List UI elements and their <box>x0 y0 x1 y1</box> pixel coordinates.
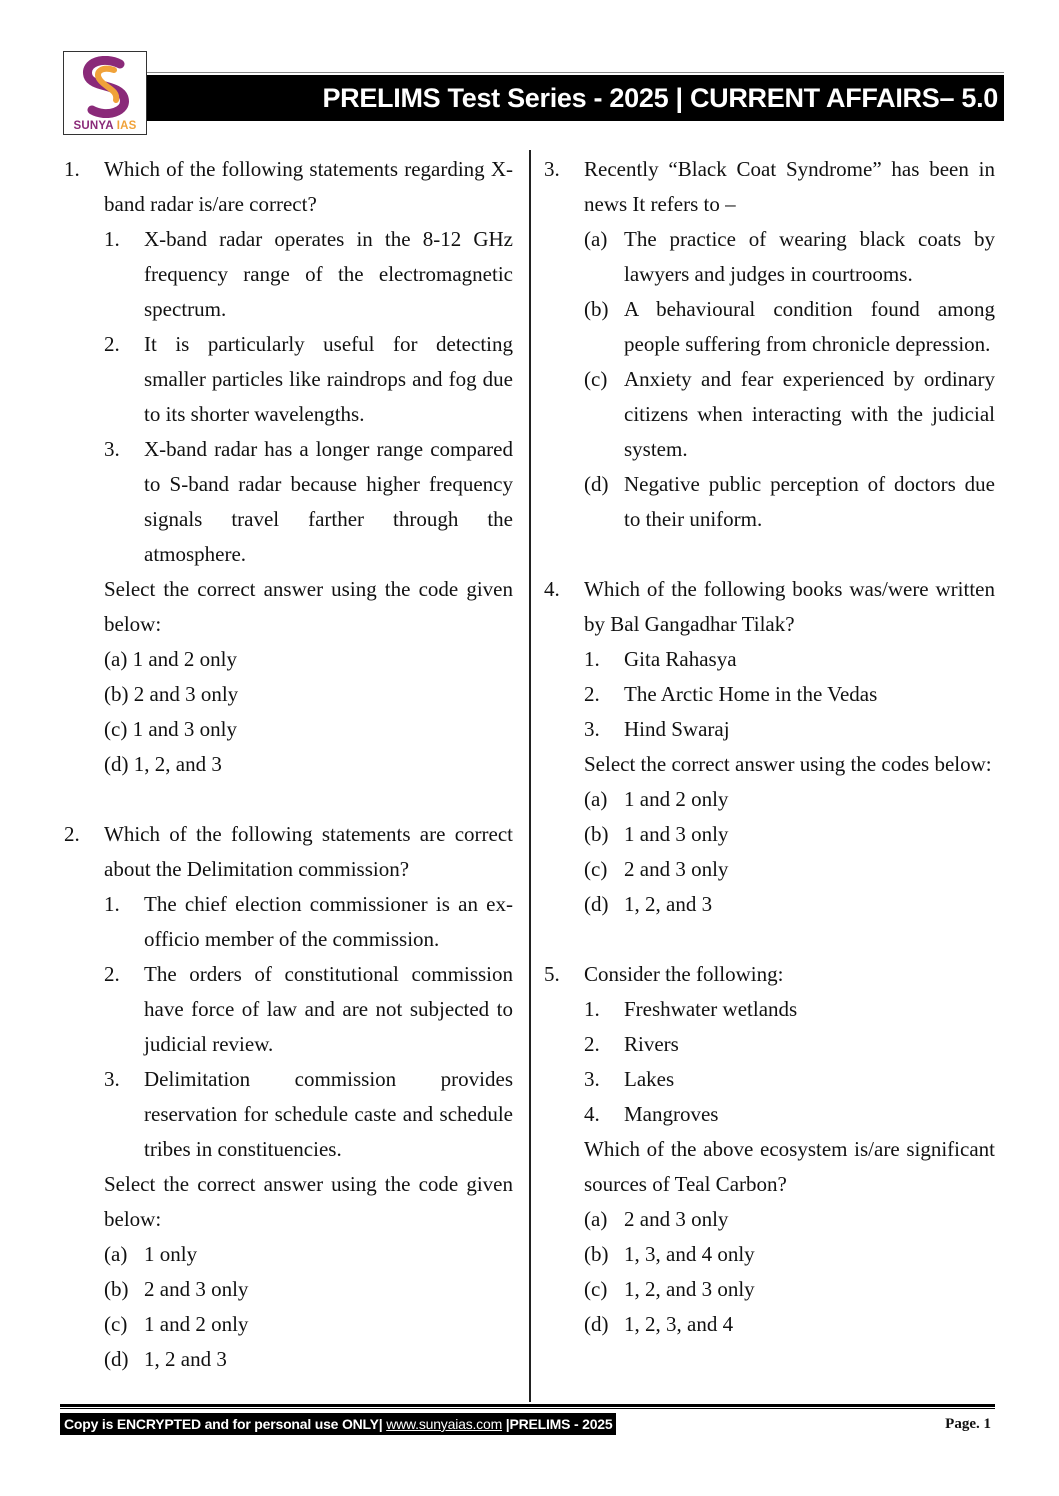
statement <box>104 432 513 572</box>
option-text: The practice of wearing black coats by lawyers and judges in courtrooms. <box>624 227 995 286</box>
option-text: 1 only <box>144 1242 198 1266</box>
statement-number: 1. <box>104 892 120 916</box>
option-text: 2 and 3 only <box>624 857 729 881</box>
question-text: Consider the following: <box>584 962 784 986</box>
statement <box>104 222 513 327</box>
option-a[interactable] <box>584 222 995 292</box>
option-a[interactable] <box>584 782 995 817</box>
option-d[interactable] <box>584 1307 995 1342</box>
left-column <box>64 152 513 1377</box>
statement-text: Rivers <box>624 1032 679 1056</box>
option-c[interactable] <box>584 1272 995 1307</box>
option-text: A behavioural condition found among people suffering from chronicle depression. <box>624 297 995 356</box>
statement-number: 3. <box>584 717 600 741</box>
option-text: 1 and 3 only <box>624 822 729 846</box>
option-text: 1 and 2 only <box>132 647 237 671</box>
question-number: 4. <box>544 577 560 601</box>
logo-brand-secondary: IAS <box>116 120 137 132</box>
option-b[interactable] <box>584 1237 995 1272</box>
option-text: 1 and 2 only <box>144 1312 249 1336</box>
statement-number: 3. <box>584 1067 600 1091</box>
option-label: (b) <box>584 297 609 321</box>
statement-number: 2. <box>584 682 600 706</box>
statement-text: It is particularly useful for detecting smaller particles like raindrops and fog due to its shorter wavelengths. <box>144 332 513 426</box>
title-banner <box>147 75 1004 121</box>
option-label: (a) <box>584 1207 608 1231</box>
instruction: Which of the above ecosystem is/are significant sources of Teal Carbon? <box>584 1137 995 1196</box>
option-c[interactable] <box>104 1307 513 1342</box>
option-label: (c) <box>584 857 608 881</box>
statement <box>584 992 995 1027</box>
option-b[interactable] <box>584 292 995 362</box>
option-a[interactable] <box>104 1237 513 1272</box>
option-label: (a) <box>104 1242 128 1266</box>
option-b[interactable] <box>104 1272 513 1307</box>
statement-text: Lakes <box>624 1067 675 1091</box>
question-1 <box>64 152 513 782</box>
option-label: (a) <box>104 647 128 671</box>
question-text: Which of the following books was/were written by Bal Gangadhar Tilak? <box>584 577 995 636</box>
option-text: 1 and 2 only <box>624 787 729 811</box>
footer-rule-thin <box>60 1408 995 1409</box>
option-c[interactable] <box>584 362 995 467</box>
option-d[interactable] <box>104 1342 513 1377</box>
option-label: (c) <box>584 1277 608 1301</box>
option-label: (b) <box>584 822 609 846</box>
option-text: 1, 2, 3, and 4 <box>624 1312 734 1336</box>
option-label: (a) <box>584 227 608 251</box>
option-label: (d) <box>584 892 609 916</box>
question-number: 3. <box>544 157 560 181</box>
statement-text: Gita Rahasya <box>624 647 737 671</box>
statement-text: Mangroves <box>624 1102 719 1126</box>
option-a[interactable] <box>104 642 513 677</box>
statement-text: X-band radar operates in the 8-12 GHz frequency range of the electromagnetic spectrum. <box>144 227 513 321</box>
question-3 <box>544 152 995 537</box>
option-text: 1, 2 and 3 <box>144 1347 227 1371</box>
statement <box>104 327 513 432</box>
website-link[interactable]: www.sunyaias.com <box>386 1416 503 1432</box>
statement-number: 2. <box>584 1032 600 1056</box>
option-label: (b) <box>104 1277 129 1301</box>
option-d[interactable] <box>584 887 995 922</box>
statement <box>584 642 995 677</box>
question-4 <box>544 572 995 922</box>
option-text: 1, 2, and 3 <box>133 752 222 776</box>
option-label: (d) <box>584 472 609 496</box>
column-divider <box>529 150 531 1402</box>
option-c[interactable] <box>584 852 995 887</box>
statement <box>584 677 995 712</box>
logo-wordmark <box>64 120 146 132</box>
statement-number: 1. <box>104 227 120 251</box>
option-label: (b) <box>584 1242 609 1266</box>
statement-number: 2. <box>104 962 120 986</box>
statement <box>584 1097 995 1132</box>
statement-number: 1. <box>584 647 600 671</box>
question-5 <box>544 957 995 1342</box>
page-title: PRELIMS Test Series - 2025 | CURRENT AFFAIRS– 5.0 <box>322 83 998 113</box>
footer-notice: Copy is ENCRYPTED and for personal use ONLY| <box>64 1416 383 1432</box>
question-number: 2. <box>64 822 80 846</box>
statement <box>104 957 513 1062</box>
instruction: Select the correct answer using the code given below: <box>104 1172 513 1231</box>
option-text: 1, 2, and 3 <box>624 892 713 916</box>
footer-suffix: |PRELIMS - 2025 <box>505 1416 613 1432</box>
option-label: (c) <box>104 717 128 741</box>
right-column <box>544 152 995 1342</box>
statement-text: The chief election commissioner is an ex-officio member of the commission. <box>144 892 513 951</box>
option-d[interactable] <box>104 747 513 782</box>
statement <box>584 1062 995 1097</box>
option-text: 2 and 3 only <box>624 1207 729 1231</box>
instruction: Select the correct answer using the code given below: <box>104 577 513 636</box>
statement <box>104 1062 513 1167</box>
statement-number: 2. <box>104 332 120 356</box>
footer-rule <box>60 1404 995 1407</box>
statement-text: Hind Swaraj <box>624 717 730 741</box>
option-text: 2 and 3 only <box>133 682 239 706</box>
footer-notice-bar <box>60 1413 616 1435</box>
question-number: 5. <box>544 962 560 986</box>
option-label: (d) <box>104 1347 129 1371</box>
header-rule <box>147 72 1004 73</box>
logo-s-icon <box>74 56 138 118</box>
statement-number: 4. <box>584 1102 600 1126</box>
instruction: Select the correct answer using the codes below: <box>584 752 992 776</box>
option-text: Anxiety and fear experienced by ordinary citizens when interacting with the judicial system. <box>624 367 995 461</box>
question-number: 1. <box>64 157 80 181</box>
option-text: 1 and 3 only <box>132 717 237 741</box>
option-text: Negative public perception of doctors due to their uniform. <box>624 472 995 531</box>
question-text: Which of the following statements regarding X-band radar is/are correct? <box>104 157 513 216</box>
statement-text: Delimitation commission provides reservation for schedule caste and schedule tribes in constituencies. <box>144 1067 513 1161</box>
option-label: (d) <box>104 752 129 776</box>
option-label: (a) <box>584 787 608 811</box>
statement-text: The Arctic Home in the Vedas <box>624 682 878 706</box>
page-number: Page. 1 <box>945 1416 991 1432</box>
statement-text: The orders of constitutional commission have force of law and are not subjected to judicial review. <box>144 962 513 1056</box>
option-label: (b) <box>104 682 129 706</box>
option-text: 2 and 3 only <box>144 1277 249 1301</box>
statement-text: Freshwater wetlands <box>624 997 798 1021</box>
question-2 <box>64 817 513 1377</box>
sunya-ias-logo <box>63 51 147 135</box>
option-a[interactable] <box>584 1202 995 1237</box>
statement-number: 3. <box>104 437 120 461</box>
option-label: (c) <box>584 367 608 391</box>
statement <box>104 887 513 957</box>
statement <box>584 712 995 747</box>
statement <box>584 1027 995 1062</box>
option-b[interactable] <box>104 677 513 712</box>
option-label: (c) <box>104 1312 128 1336</box>
question-text: Recently “Black Coat Syndrome” has been in news It refers to – <box>584 157 995 216</box>
statement-number: 3. <box>104 1067 120 1091</box>
option-b[interactable] <box>584 817 995 852</box>
option-label: (d) <box>584 1312 609 1336</box>
option-d[interactable] <box>584 467 995 537</box>
option-c[interactable] <box>104 712 513 747</box>
option-text: 1, 3, and 4 only <box>624 1242 755 1266</box>
question-text: Which of the following statements are correct about the Delimitation commission? <box>104 822 513 881</box>
logo-brand-primary: SUNYA <box>73 120 114 132</box>
statement-number: 1. <box>584 997 600 1021</box>
statement-text: X-band radar has a longer range compared to S-band radar because higher frequency signals travel farther through the atmosphere. <box>144 437 513 566</box>
option-text: 1, 2, and 3 only <box>624 1277 755 1301</box>
